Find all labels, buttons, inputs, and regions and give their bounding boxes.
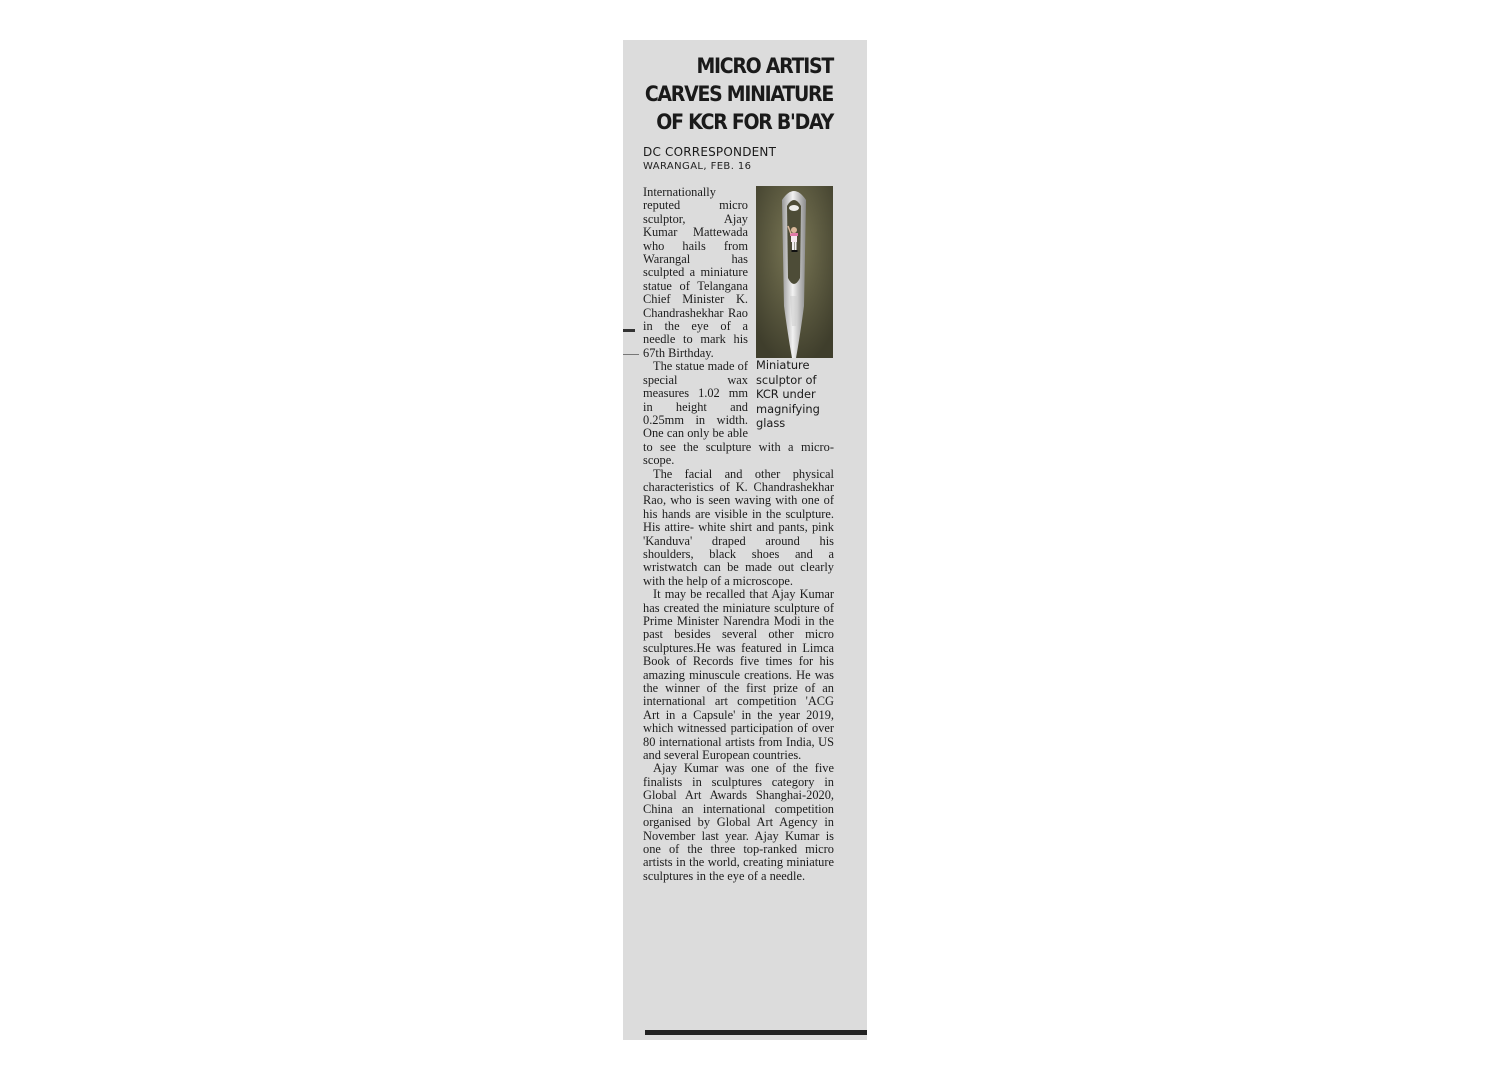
paragraph: The facial and other physical characteristics of K. Chandrashekhar Rao, who is seen waving with one of his hands are visible in the sculpture. His attire- white shirt and pants, pink 'Kanduva' draped around his shoulders, black shoes and a wristwatch can be made out clearly with the help of a microscope.	[643, 466, 834, 588]
margin-mark	[623, 329, 635, 332]
photo-caption: Miniature sculptor of KCR under magnifying glass	[756, 358, 820, 431]
headline	[635, 52, 833, 136]
margin-mark	[623, 354, 639, 355]
dateline: WARANGAL, FEB. 16	[643, 161, 752, 172]
photo-figure	[756, 186, 834, 431]
needle-sculpture-photo	[756, 186, 833, 358]
headline-line: CARVES MINIATURE	[644, 82, 833, 106]
bottom-rule	[645, 1030, 867, 1035]
paragraph: The statue made of special wax measures 1.02 mm in height and 0.25mm in width. One can only be able to see the sculpture with a microscope.	[643, 359, 834, 468]
paragraph: It may be recalled that Ajay Kumar has created the miniature sculpture of Prime Minister Narendra Modi in the past besides several other micro sculptures.He was featured in Limca Book of Records five times for his amazing minuscule creations. He was the winner of the first prize of an international art competition 'ACG Art in a Capsule' in the year 2019, which witnessed participation of over 80 international artists from India, US and several European countries.	[643, 587, 834, 763]
headline-line: MICRO ARTIST	[696, 54, 833, 78]
newspaper-clipping	[623, 40, 867, 1040]
paragraph: Internationally reputed micro sculptor, Ajay Kumar Mattewada who hails from Warangal has sculpted a miniature statue of Telangana Chief Minister K. Chandrashekhar Rao in the eye of a needle to mark his 67th Birthday.	[643, 185, 748, 360]
headline-line: OF KCR FOR B'DAY	[656, 110, 833, 134]
paragraph: Ajay Kumar was one of the five finalists in sculptures category in Global Art Awards Shanghai-2020, China an international competition organised by Global Art Agency in November last year. Ajay Kumar is one of the three top-ranked micro artists in the world, creating miniature sculptures in the eye of a needle.	[643, 761, 834, 883]
byline: DC CORRESPONDENT	[643, 145, 777, 159]
article-body	[643, 186, 834, 883]
